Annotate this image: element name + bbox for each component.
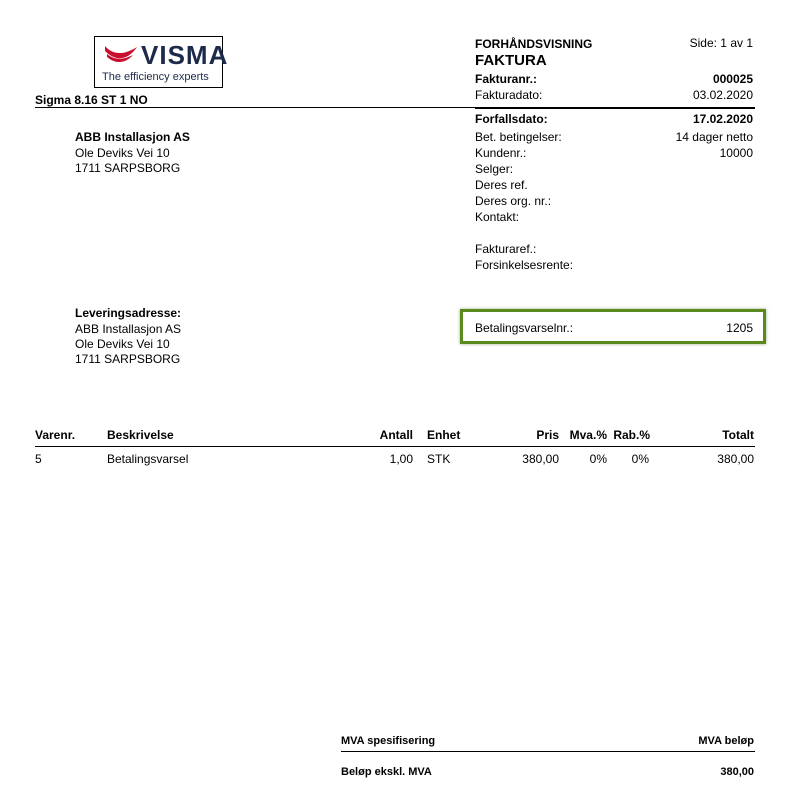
cell-discount: 0% [631, 452, 649, 466]
visma-logo [94, 36, 229, 88]
your-ref-label: Deres ref. [475, 178, 528, 192]
delivery-city: 1711 SARPSBORG [75, 352, 181, 366]
col-header-discount: Rab.% [613, 428, 650, 442]
customer-no-value: 10000 [719, 146, 753, 160]
system-label: Sigma 8.16 ST 1 NO [35, 93, 148, 107]
contact-label: Kontakt: [475, 210, 520, 224]
reminder-no-value: 1205 [726, 321, 753, 335]
col-header-item-no: Varenr. [35, 428, 76, 442]
seller-label: Selger: [475, 162, 514, 176]
col-header-vat: Mva.% [569, 428, 607, 442]
logo-tagline: The efficiency experts [102, 71, 209, 83]
delivery-label: Leveringsadresse: [75, 306, 182, 320]
customer-city: 1711 SARPSBORG [75, 161, 181, 175]
vat-spec-label: MVA spesifisering [341, 735, 436, 747]
customer-name: ABB Installasjon AS [75, 130, 190, 144]
logo-brand: VISMA [141, 40, 229, 70]
cell-qty: 1,00 [389, 452, 413, 466]
summary-divider [341, 751, 755, 752]
reminder-no-label: Betalingsvarselnr.: [475, 321, 574, 335]
delivery-street: Ole Deviks Vei 10 [75, 337, 170, 351]
customer-street: Ole Deviks Vei 10 [75, 146, 170, 160]
cell-total: 380,00 [717, 452, 754, 466]
due-date-value: 17.02.2020 [692, 112, 753, 126]
col-header-unit: Enhet [427, 428, 461, 442]
terms-divider [475, 108, 755, 109]
cell-item-no: 5 [35, 452, 42, 466]
invoice-ref-label: Fakturaref.: [475, 242, 537, 256]
doc-type-title: FAKTURA [475, 52, 547, 69]
excl-vat-value: 380,00 [720, 766, 754, 778]
visma-swoosh-icon [103, 43, 139, 65]
payment-terms-value: 14 dager netto [675, 130, 753, 144]
col-header-description: Beskrivelse [107, 428, 174, 442]
due-date-label: Forfallsdato: [475, 112, 548, 126]
vat-amount-label: MVA beløp [698, 735, 754, 747]
payment-terms-label: Bet. betingelser: [475, 130, 562, 144]
your-org-label: Deres org. nr.: [475, 194, 552, 208]
invoice-no-label: Fakturanr.: [475, 72, 538, 86]
col-header-qty: Antall [379, 428, 413, 442]
cell-vat: 0% [589, 452, 607, 466]
late-interest-label: Forsinkelsesrente: [475, 258, 574, 272]
invoice-date-label: Fakturadato: [475, 88, 543, 102]
cell-description: Betalingsvarsel [107, 452, 189, 466]
excl-vat-label: Beløp ekskl. MVA [341, 766, 432, 778]
cell-unit: STK [427, 452, 451, 466]
invoice-no-value: 000025 [712, 72, 753, 86]
delivery-name: ABB Installasjon AS [75, 322, 182, 336]
page-indicator: Side: 1 av 1 [689, 36, 753, 50]
table-header-divider [35, 446, 755, 447]
col-header-price: Pris [536, 428, 559, 442]
preview-label: FORHÅNDSVISNING [475, 37, 593, 51]
customer-no-label: Kundenr.: [475, 146, 527, 160]
invoice-date-value: 03.02.2020 [692, 88, 753, 102]
cell-price: 380,00 [522, 452, 559, 466]
col-header-total: Totalt [722, 428, 754, 442]
